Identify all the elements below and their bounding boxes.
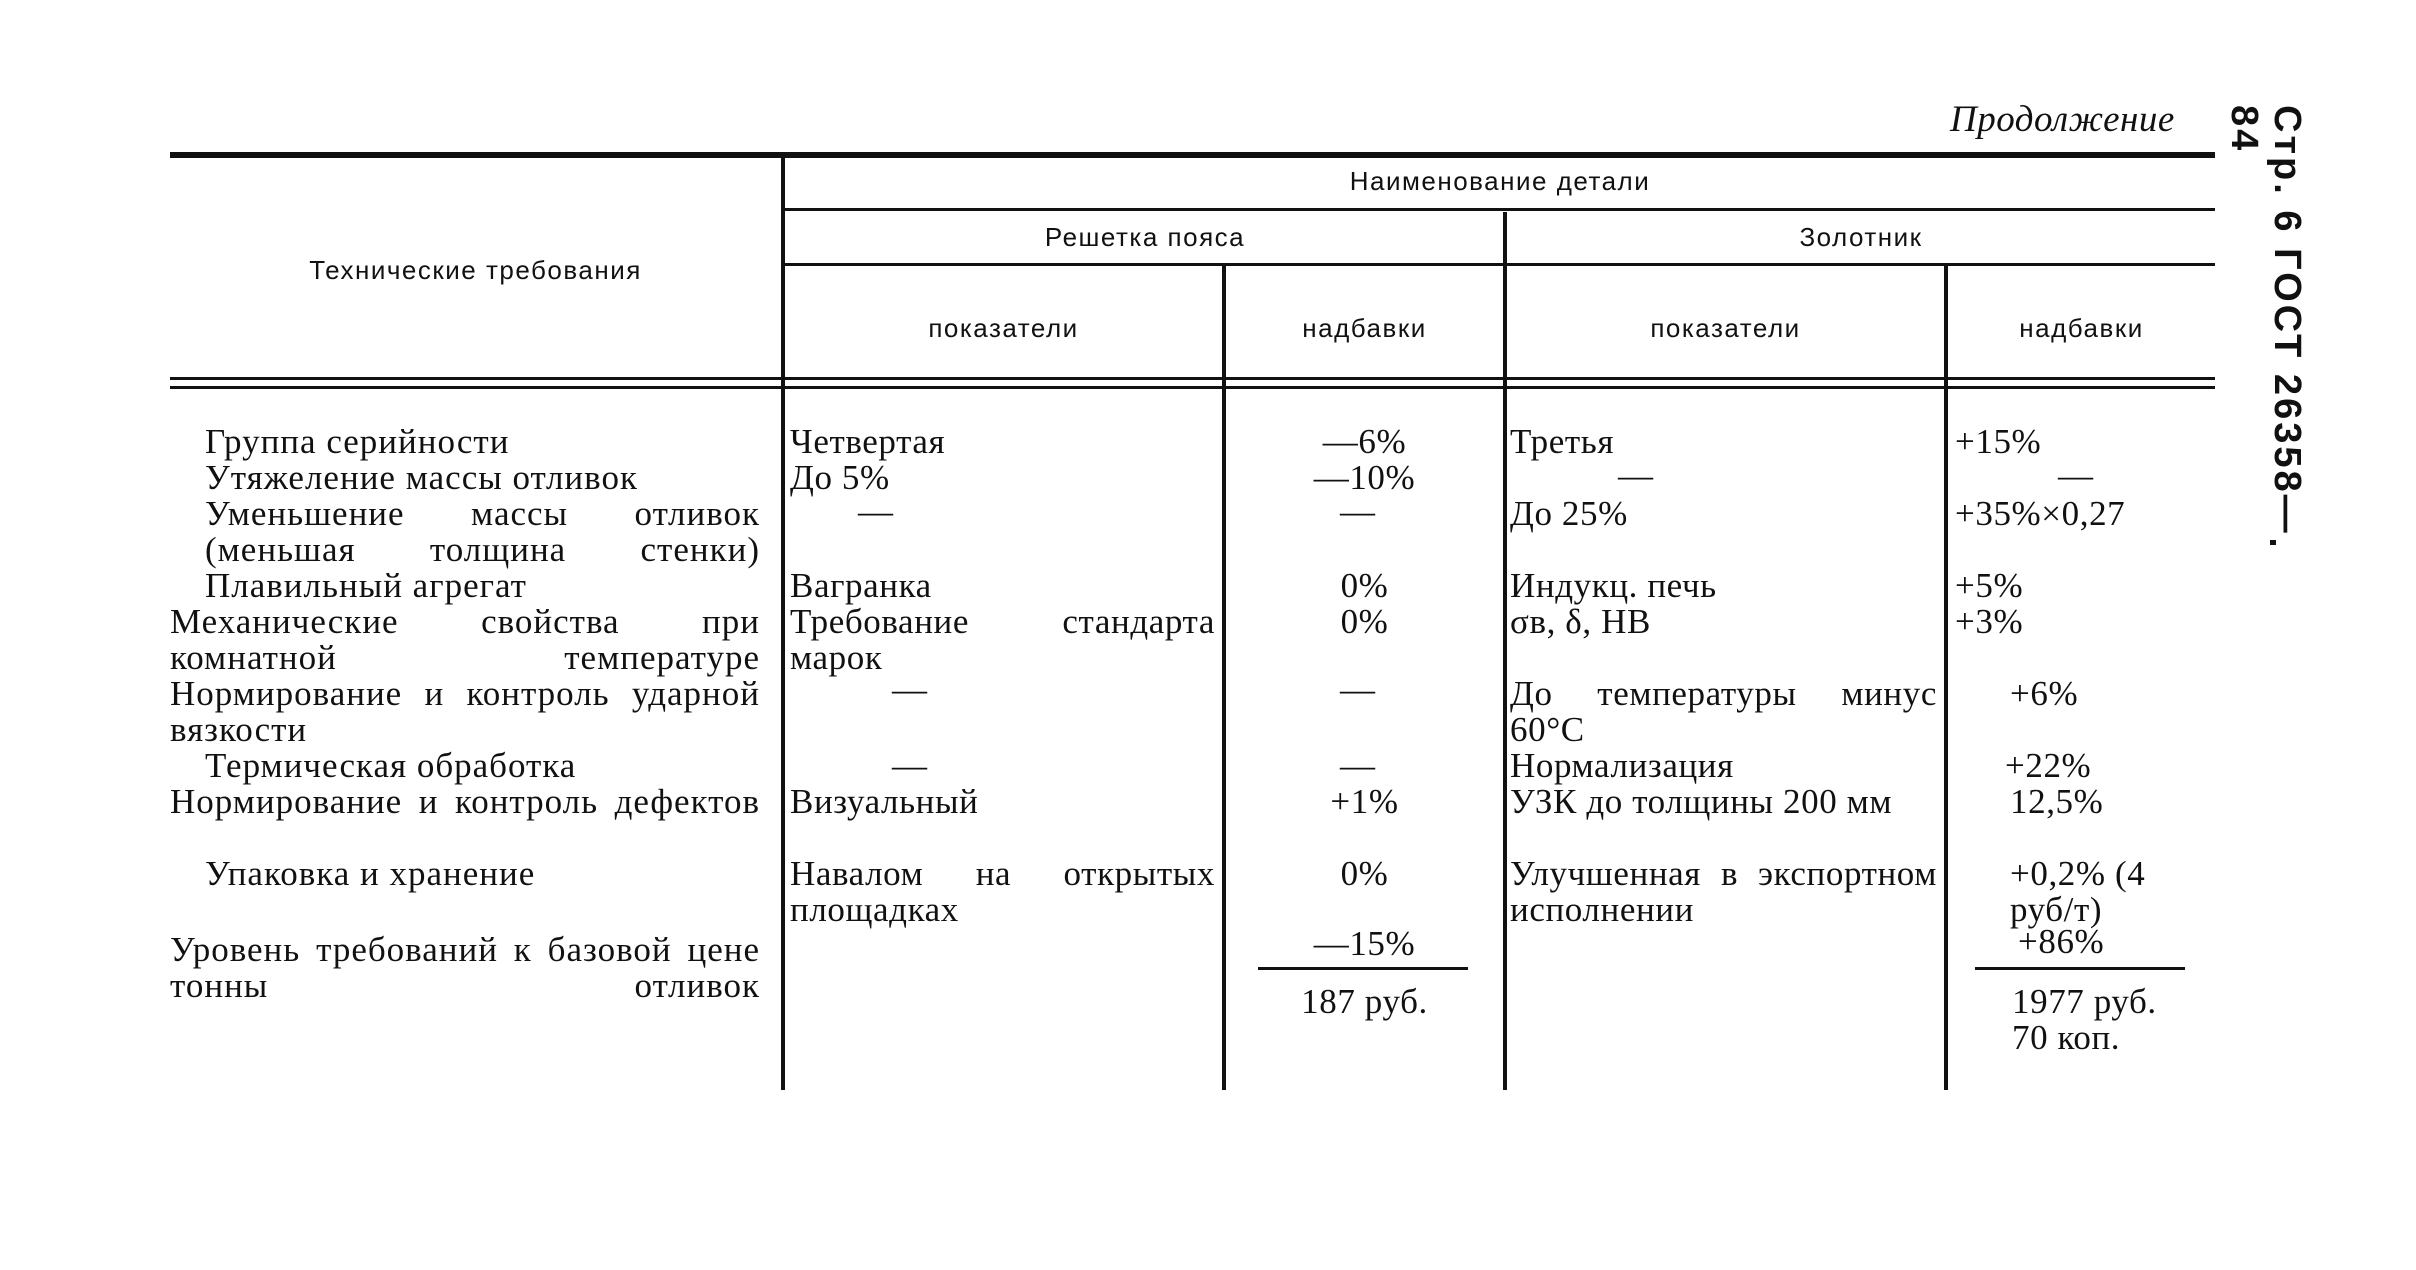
p2-7: Нормализация (1510, 746, 1734, 785)
p2-5: σв, δ, НВ (1510, 602, 1651, 641)
table-top-rule (170, 152, 2215, 158)
s2-9: +0,2% (4 руб/т) (2010, 854, 2146, 929)
s1-7: — (1340, 746, 1376, 785)
rule-under-parts (785, 263, 2215, 266)
p1-2: До 5% (790, 458, 890, 497)
p2-3: До 25% (1510, 494, 1628, 533)
req-9: Упаковка и хранение (205, 854, 536, 893)
rule-under-part-name (785, 208, 2215, 211)
side-page-header: Стр. 6 ГОСТ 26358—84 (2223, 105, 2308, 536)
s1-5: 0% (1340, 602, 1389, 641)
p1-6: — (892, 670, 928, 709)
price-1: 187 руб. (1301, 982, 1428, 1021)
s2-4: +5% (1955, 566, 2024, 605)
req-1: Группа серийности (205, 422, 510, 461)
req-5: Механические свойства при комнатной температуре (170, 602, 760, 677)
s1-9: 0% (1340, 854, 1389, 893)
req-6: Нормирование и контроль ударной вязкости (170, 674, 760, 749)
s2-7: +22% (2005, 746, 2092, 785)
continuation-label: Продолжение (1950, 99, 2175, 140)
p1-9: Навалом на открытых площадках (790, 854, 1215, 929)
p1-5: Требование стандарта марок (790, 602, 1215, 677)
s2-1: +15% (1955, 422, 2042, 461)
header-requirements: Технические требования (309, 255, 642, 285)
s2-6: +6% (2010, 674, 2079, 713)
p2-4: Индукц. печь (1510, 566, 1717, 605)
s1-2: —10% (1313, 458, 1416, 497)
s1-1: —6% (1322, 422, 1407, 461)
header-surcharges-1: надбавки (1302, 313, 1427, 343)
req-4: Плавильный агрегат (205, 566, 527, 605)
p2-6: До температуры минус 60°С (1510, 674, 1937, 749)
side-rule (2270, 540, 2276, 545)
req-10: Уровень требований к базовой цене тонны отливок (170, 930, 760, 1005)
header-double-rule-2 (170, 386, 2215, 389)
p1-7: — (892, 746, 928, 785)
header-part-name: Наименование детали (1349, 166, 1651, 196)
col-divider-4 (1944, 265, 1948, 1090)
s1-3: — (1340, 492, 1376, 531)
total-rule-1 (1258, 967, 1468, 970)
s2-5: +3% (1955, 602, 2024, 641)
header-double-rule-1 (170, 377, 2215, 380)
header-part1: Решетка пояса (1044, 222, 1246, 252)
p2-8: УЗК до толщины 200 мм (1510, 782, 1893, 821)
s2-2: — (2058, 456, 2094, 495)
s2-8: 12,5% (2010, 782, 2104, 821)
header-surcharges-2: надбавки (2019, 313, 2144, 343)
p2-2: — (1618, 456, 1654, 495)
header-indicators-2: показатели (1650, 313, 1801, 343)
req-3: Уменьшение массы отливок (меньшая толщина стенки) (205, 494, 760, 569)
s1-4: 0% (1340, 566, 1389, 605)
req-7: Термическая обработка (205, 746, 577, 785)
total-rule-2 (1975, 967, 2185, 970)
p1-1: Четвертая (790, 422, 946, 461)
s1-8: +1% (1330, 782, 1399, 821)
col-divider-1 (781, 155, 785, 1090)
s2-3: +35%×0,27 (1955, 494, 2126, 533)
p2-9: Улучшенная в экспортном исполнении (1510, 854, 1937, 929)
s1-6: — (1340, 670, 1376, 709)
header-indicators-1: показатели (928, 313, 1079, 343)
header-part2: Золотник (1799, 222, 1923, 252)
p2-1: Третья (1510, 422, 1615, 461)
price-2: 1977 руб. 70 коп. (2012, 982, 2157, 1057)
p1-4: Вагранка (790, 566, 932, 605)
req-8: Нормирование и контроль дефектов (170, 782, 760, 821)
s2-10: +86% (2018, 922, 2105, 961)
p1-8: Визуальный (790, 782, 979, 821)
p1-3: — (858, 492, 894, 531)
req-2: Утяжеление массы отливок (205, 458, 638, 497)
s1-10: —15% (1313, 924, 1416, 963)
col-divider-2 (1222, 265, 1226, 1090)
